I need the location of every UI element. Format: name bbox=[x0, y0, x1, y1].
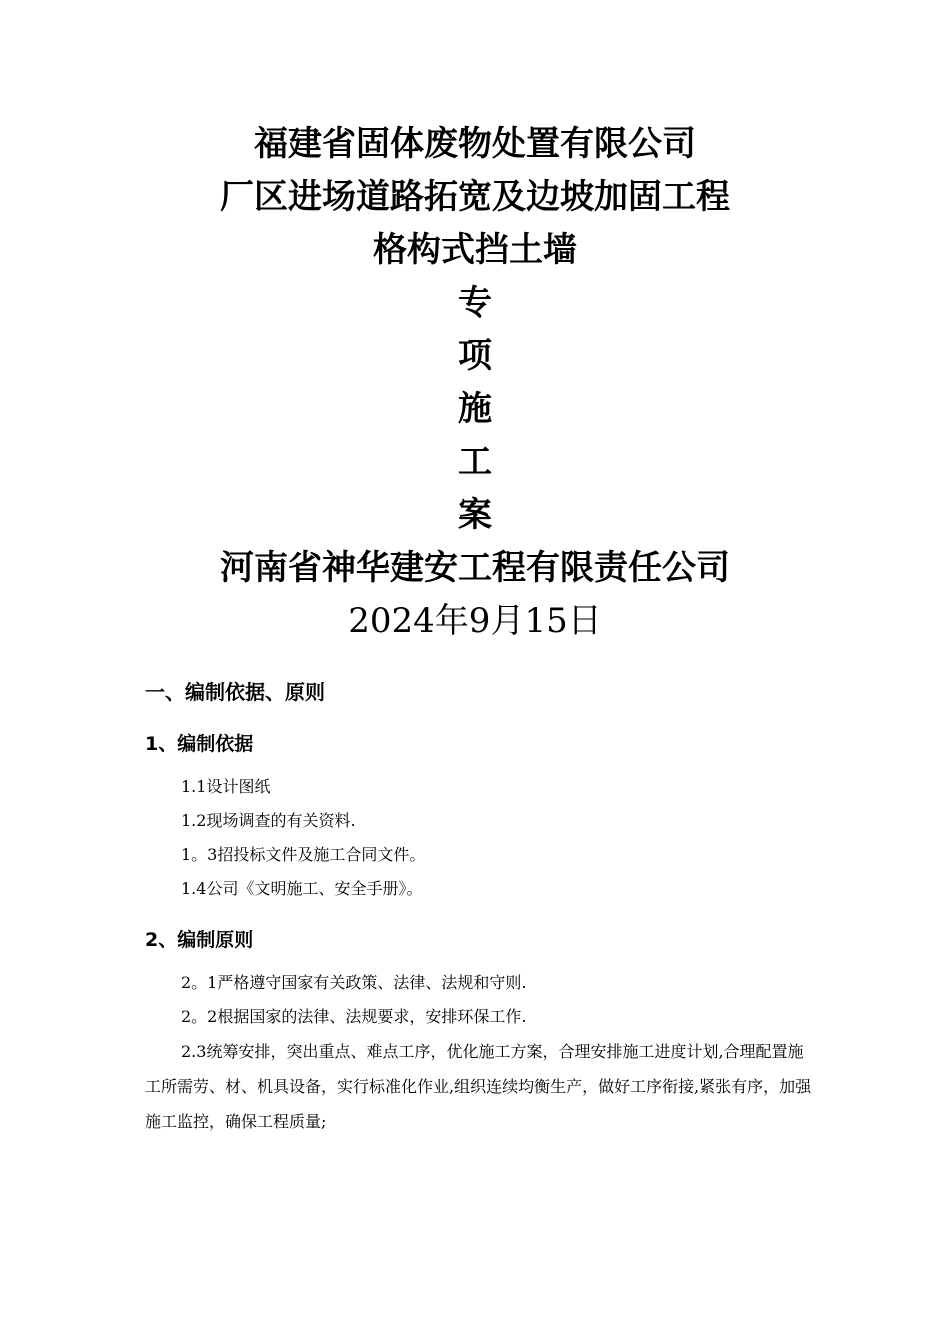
cover-vertical-char: 工 bbox=[458, 442, 492, 482]
cover-vertical-char: 施 bbox=[458, 389, 492, 429]
list-item: 1。3招投标文件及施工合同文件。 bbox=[181, 845, 426, 864]
list-item: 2。2根据国家的法律、法规要求，安排环保工作. bbox=[181, 1007, 527, 1026]
spacer bbox=[145, 906, 815, 920]
list-item: 1.1设计图纸 bbox=[181, 777, 271, 796]
cover-title-block bbox=[0, 118, 950, 648]
cover-client-name: 福建省固体废物处置有限公司 bbox=[254, 124, 696, 164]
cover-vertical-char: 专 bbox=[458, 283, 492, 323]
subsection-heading: 1、编制依据 bbox=[145, 733, 254, 755]
cover-vertical-char: 案 bbox=[458, 495, 492, 535]
cover-structure-name: 格构式挡土墙 bbox=[373, 230, 577, 270]
list-item: 2。1严格遵守国家有关政策、法律、法规和守则. bbox=[181, 973, 527, 992]
section-heading: 一、编制依据、原则 bbox=[145, 680, 325, 704]
cover-vertical-char: 项 bbox=[458, 336, 492, 376]
cover-date: 2024年9月15日 bbox=[348, 601, 602, 641]
document-body bbox=[145, 672, 815, 1139]
cover-contractor-name: 河南省神华建安工程有限责任公司 bbox=[220, 548, 730, 588]
list-item: 1.2现场调查的有关资料. bbox=[181, 811, 356, 830]
cover-project-name: 厂区进场道路拓宽及边坡加固工程 bbox=[220, 177, 730, 217]
list-item: 1.4公司《文明施工、安全手册》。 bbox=[181, 879, 423, 898]
subsection-heading: 2、编制原则 bbox=[145, 929, 254, 951]
body-paragraph: 2.3统筹安排，突出重点、难点工序，优化施工方案，合理安排施工进度计划,合理配置施工所需劳、材、机具设备，实行标准化作业,组织连续均衡生产，做好工序衔接,紧张有序，加强施工监控，确保工程质量; bbox=[145, 1042, 812, 1131]
